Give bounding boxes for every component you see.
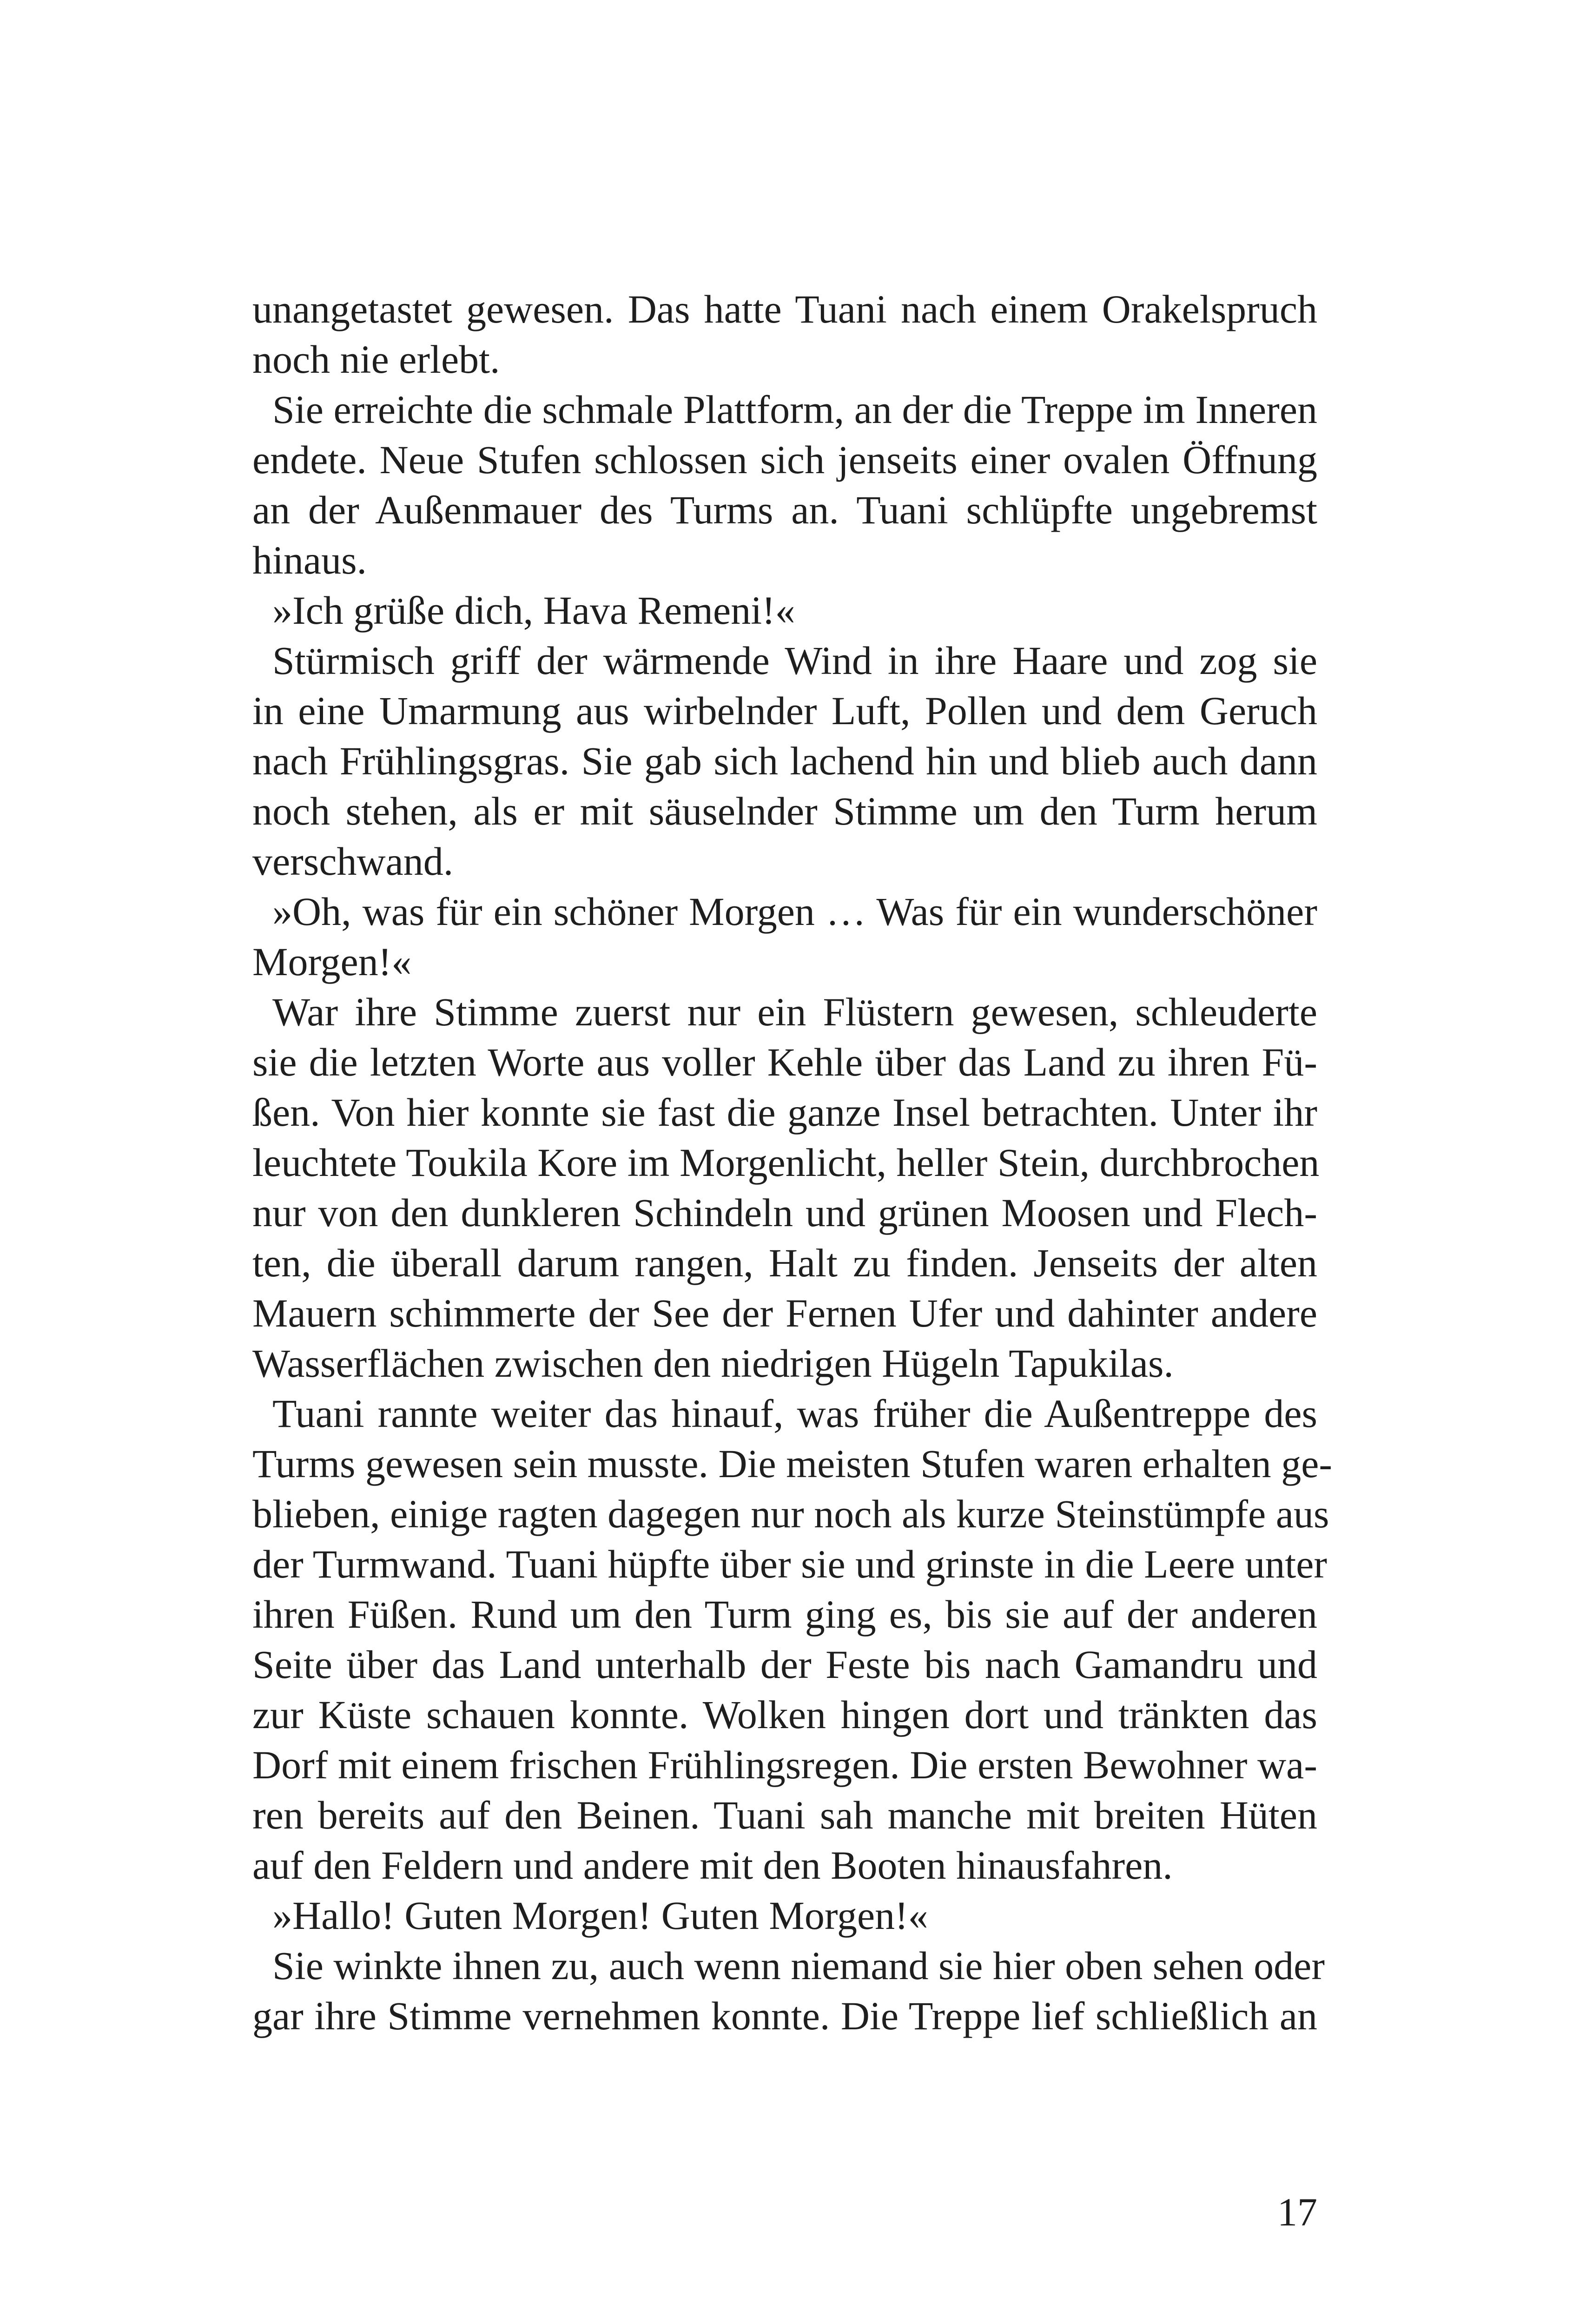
text-line: Sie erreichte die schmale Plattform, an der die Treppe im Inneren <box>272 387 1317 432</box>
text-line: leuchtete Toukila Kore im Morgenlicht, heller Stein, durchbrochen <box>252 1140 1320 1185</box>
text-line: Turms gewesen sein musste. Die meisten Stufen waren erhalten ge- <box>252 1441 1333 1486</box>
text-line: in eine Umarmung aus wirbelnder Luft, Pollen und dem Geruch <box>252 688 1317 733</box>
text-line: »Ich grüße dich, Hava Remeni!« <box>272 588 795 633</box>
text-line: Seite über das Land unterhalb der Feste bis nach Gamandru und <box>252 1642 1317 1687</box>
text-line: ren bereits auf den Beinen. Tuani sah manche mit breiten Hüten <box>252 1793 1317 1837</box>
text-line: Dorf mit einem frischen Frühlingsregen. Die ersten Bewohner wa- <box>252 1743 1317 1787</box>
text-line: Mauern schimmerte der See der Fernen Ufer und dahinter andere <box>252 1291 1317 1335</box>
paragraph <box>252 886 1317 987</box>
paragraph <box>252 987 1320 1388</box>
text-line: auf den Feldern und andere mit den Booten hinausfahren. <box>252 1843 1173 1888</box>
paragraph <box>252 384 1317 585</box>
text-line: unangetastet gewesen. Das hatte Tuani nach einem Orakelspruch <box>252 287 1317 331</box>
text-line: verschwand. <box>252 839 454 884</box>
text-line: nach Frühlingsgras. Sie gab sich lachend hin und blieb auch dann <box>252 739 1317 783</box>
text-line: »Hallo! Guten Morgen! Guten Morgen!« <box>272 1893 928 1938</box>
text-line: an der Außenmauer des Turms an. Tuani schlüpfte ungebremst <box>252 488 1317 532</box>
paragraph <box>252 284 1317 384</box>
text-line: noch stehen, als er mit säuselnder Stimme um den Turm herum <box>252 789 1317 833</box>
text-line: noch nie erlebt. <box>252 337 500 382</box>
paragraph <box>252 1890 1317 1941</box>
text-line: Stürmisch griff der wärmende Wind in ihre Haare und zog sie <box>272 638 1317 683</box>
text-line: blieben, einige ragten dagegen nur noch als kurze Steinstümpfe aus <box>252 1492 1329 1536</box>
paragraph <box>252 635 1317 886</box>
text-line: Tuani rannte weiter das hinauf, was früher die Außentreppe des <box>272 1391 1317 1436</box>
text-line: Morgen!« <box>252 939 412 984</box>
text-line: der Turmwand. Tuani hüpfte über sie und grinste in die Leere unter <box>252 1542 1328 1586</box>
text-line: nur von den dunkleren Schindeln und grünen Moosen und Flech- <box>252 1190 1317 1235</box>
text-line: zur Küste schauen konnte. Wolken hingen dort und tränkten das <box>252 1692 1317 1737</box>
text-line: Wasserflächen zwischen den niedrigen Hügeln Tapukilas. <box>252 1341 1174 1386</box>
body-text <box>252 284 1333 2041</box>
text-line: gar ihre Stimme vernehmen konnte. Die Treppe lief schließlich an <box>252 1994 1317 2038</box>
page-number: 17 <box>1277 2190 1317 2234</box>
text-line: »Oh, was für ein schöner Morgen … Was für ein wunderschöner <box>272 889 1317 934</box>
text-line: Sie winkte ihnen zu, auch wenn niemand sie hier oben sehen oder <box>272 1943 1325 1988</box>
text-line: hinaus. <box>252 538 367 582</box>
paragraph <box>252 585 1317 635</box>
text-line: War ihre Stimme zuerst nur ein Flüstern gewesen, schleuderte <box>272 990 1317 1034</box>
paragraph <box>252 1941 1325 2041</box>
paragraph <box>252 1388 1333 1890</box>
text-line: endete. Neue Stufen schlossen sich jenseits einer ovalen Öffnung <box>252 437 1317 482</box>
text-line: ihren Füßen. Rund um den Turm ging es, bis sie auf der anderen <box>252 1592 1317 1637</box>
text-line: ßen. Von hier konnte sie fast die ganze Insel betrachten. Unter ihr <box>252 1090 1317 1135</box>
text-line: ten, die überall darum rangen, Halt zu finden. Jenseits der alten <box>252 1241 1317 1285</box>
text-line: sie die letzten Worte aus voller Kehle über das Land zu ihren Fü- <box>252 1040 1317 1084</box>
